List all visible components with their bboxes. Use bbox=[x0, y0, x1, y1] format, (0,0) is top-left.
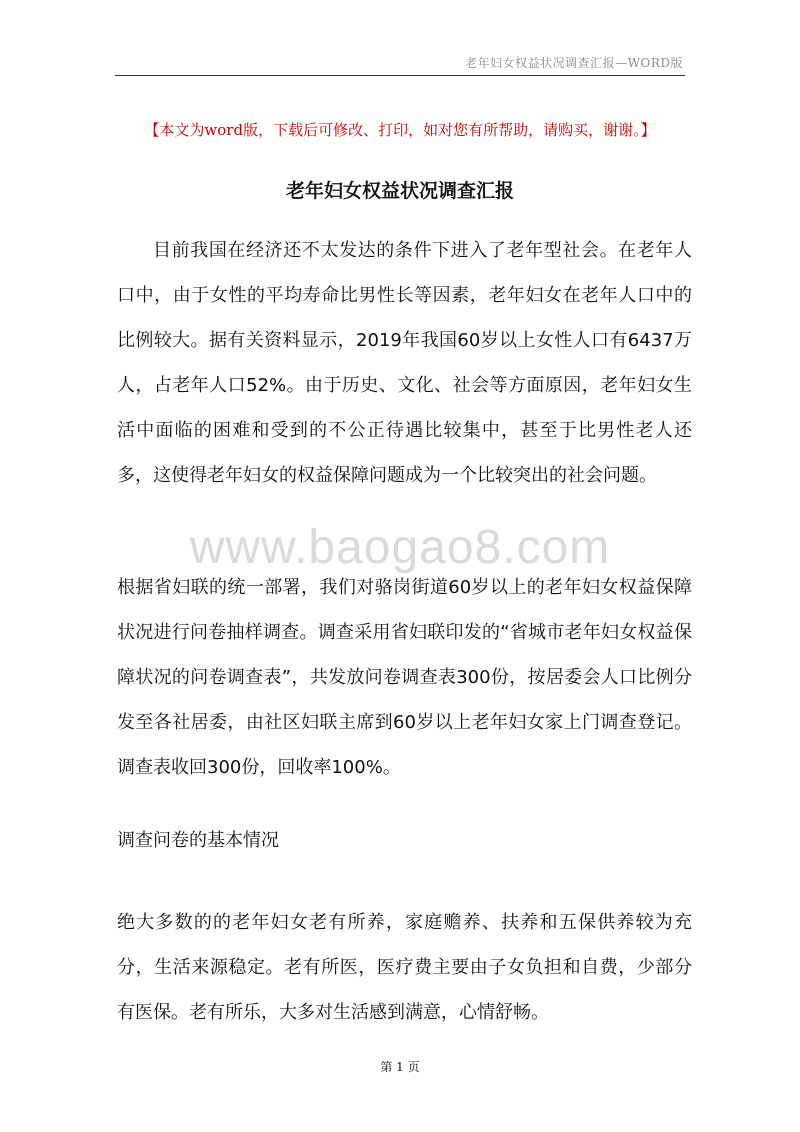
paragraph-survey-method: 根据省妇联的统一部署，我们对骆岗街道60岁以上的老年妇女权益保障状况进行问卷抽样调查。调查采用省妇联印发的“省城市老年妇女权益保障状况的问卷调查表”，共发放问卷调查表300份，按居委会人口比例分发至各社居委，由社区妇联主席到60岁以上老年妇女家上门调查登记。调查表收回300份，回收率100%。 bbox=[117, 577, 692, 778]
page-header-text: 老年妇女权益状况调查汇报—WORD版 bbox=[465, 56, 683, 70]
section-heading-survey-basics: 调查问卷的基本情况 bbox=[117, 830, 279, 851]
paragraph-survey-findings: 绝大多数的的老年妇女老有所养，家庭赡养、扶养和五保供养较为充分，生活来源稳定。老有所医，医疗费主要由子女负担和自费，少部分有医保。老有所乐，大多对生活感到满意，心情舒畅。 bbox=[117, 912, 692, 1023]
paragraph-intro: 目前我国在经济还不太发达的条件下进入了老年型社会。在老年人口中，由于女性的平均寿命比男性长等因素，老年妇女在老年人口中的比例较大。据有关资料显示，2019年我国60岁以上女性人口有6437万人，占老年人口52%。由于历史、文化、社会等方面原因，老年妇女生活中面临的困难和受到的不公正待遇比较集中，甚至于比男性老人还多，这使得老年妇女的权益保障问题成为一个比较突出的社会问题。 bbox=[117, 240, 692, 486]
header-divider bbox=[115, 75, 685, 76]
page-number: 第 1 页 bbox=[380, 1060, 420, 1074]
document-title: 老年妇女权益状况调查汇报 bbox=[285, 180, 514, 202]
watermark: www.baogao8.com bbox=[189, 521, 611, 574]
purchase-notice: 【本文为word版，下载后可修改、打印，如对您有所帮助，请购买，谢谢。】 bbox=[144, 121, 656, 139]
